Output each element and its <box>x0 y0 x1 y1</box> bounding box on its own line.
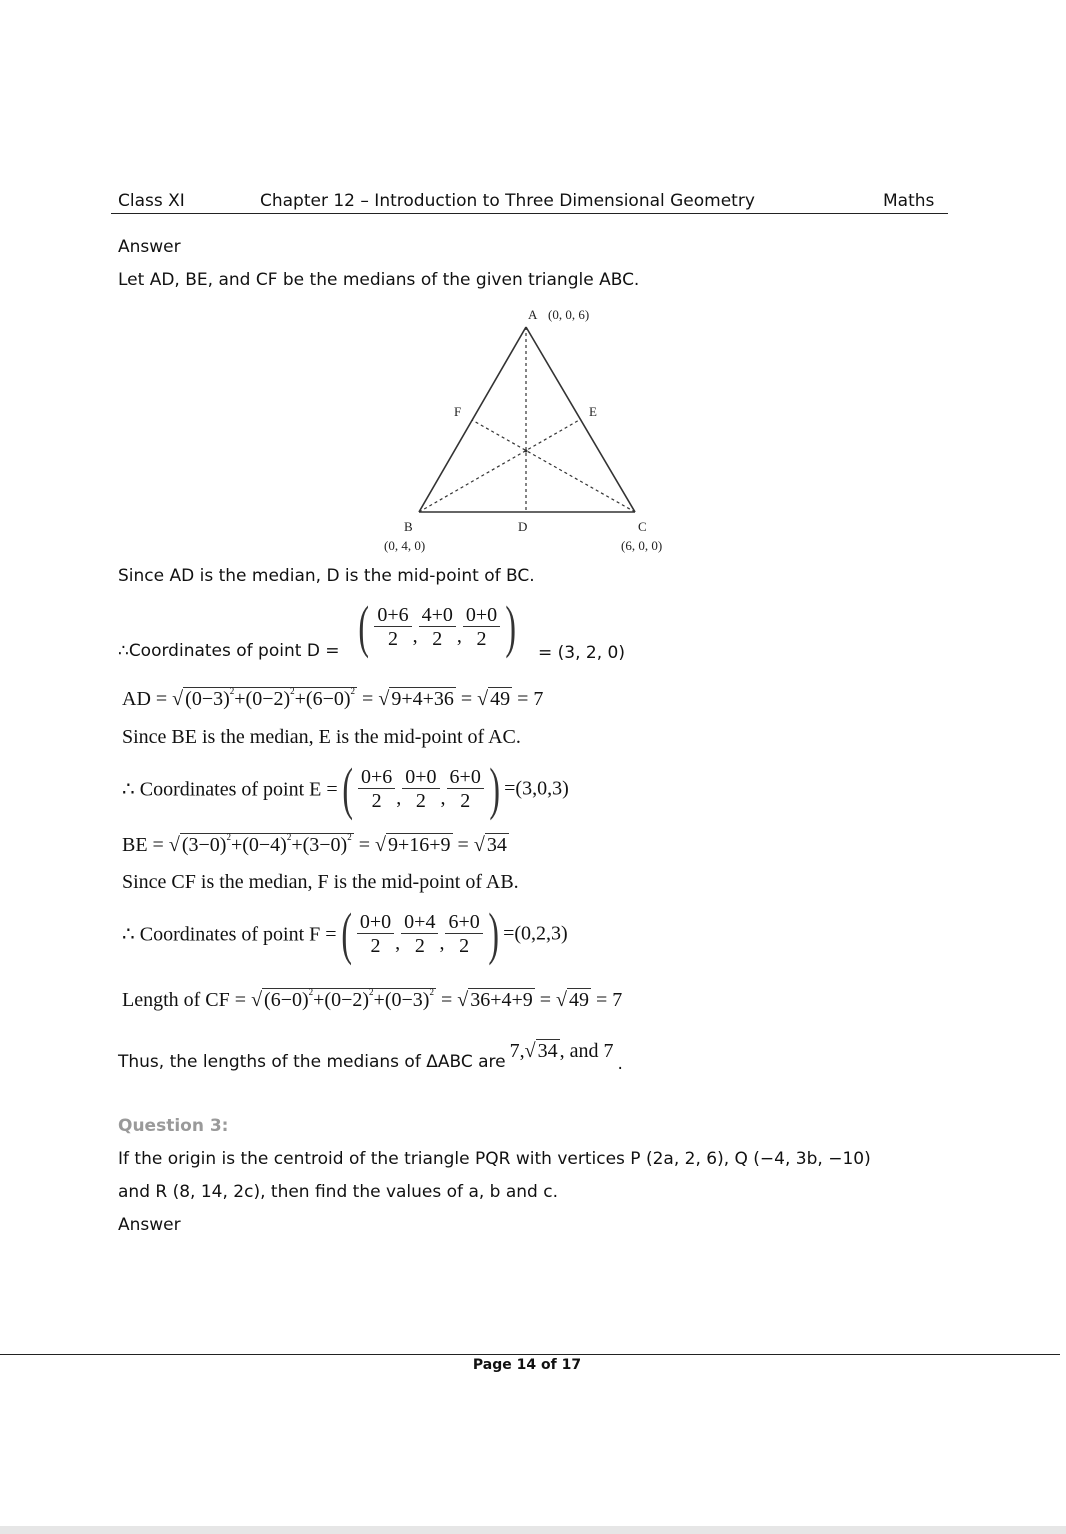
question-3-text-line2: and R (8, 14, 2c), then find the values of a, b and c. <box>118 1182 558 1202</box>
f-midpoint-statement: Since CF is the median, F is the mid-point of AB. <box>122 871 519 893</box>
svg-text:(0, 4, 0): (0, 4, 0) <box>384 538 426 553</box>
ad-length-formula: AD = √ $(0-3)^2+(0-2)^2+(6-0)^2$ = √ 9+4+36 = √ 49 = 7 <box>122 686 544 710</box>
f-coordinates-line: ∴ Coordinates of point F =( $\frac{0+0}{2}$ , $\frac{0+4}{2}$ , $\frac{6+0}{2}$ ) =(0,2,3) <box>122 901 568 966</box>
e-midpoint-statement: Since BE is the median, E is the mid-point of AC. <box>122 726 521 748</box>
header-subject: Maths <box>883 191 935 211</box>
triangle-figure <box>370 300 700 560</box>
header-class: Class XI <box>118 191 185 211</box>
question-3-answer-label: Answer <box>118 1215 181 1235</box>
header-divider <box>111 213 948 214</box>
be-length-formula: BE = √ $(3-0)^2+(0-4)^2+(3-0)^2$ = √ 9+16+9 = √ 34 <box>122 832 507 856</box>
d-coords-prefix: ∴Coordinates of point D = <box>118 641 340 661</box>
svg-text:C: C <box>638 519 647 534</box>
e-coordinates-line: ∴ Coordinates of point E =( $\frac{0+6}{2}$ , $\frac{0+0}{2}$ , $\frac{6+0}{2}$ ) =(3,0,3) <box>122 756 569 821</box>
svg-text:(6, 0, 0): (6, 0, 0) <box>621 538 663 553</box>
svg-text:A: A <box>528 307 538 322</box>
svg-text:B: B <box>404 519 413 534</box>
d-midpoint-statement: Since AD is the median, D is the mid-point of BC. <box>118 566 535 586</box>
question-3-heading: Question 3: <box>118 1116 229 1136</box>
svg-text:E: E <box>589 404 597 419</box>
svg-text:F: F <box>454 404 462 419</box>
triangle-diagram-icon <box>370 300 700 560</box>
svg-text:(0, 0, 6): (0, 0, 6) <box>548 307 590 322</box>
viewer-bottom-strip <box>0 1526 1066 1534</box>
header-chapter-title: Chapter 12 – Introduction to Three Dimensional Geometry <box>260 191 755 211</box>
cf-length-formula: Length of CF = √ $(6-0)^2+(0-2)^2+(0-3)^2$ = √ 36+4+9 = √ 49 = 7 <box>122 987 623 1011</box>
svg-text:D: D <box>518 519 528 534</box>
d-coords-result: = (3, 2, 0) <box>538 643 625 663</box>
conclusion-text: Thus, the lengths of the medians of ΔABC are <box>118 1052 506 1072</box>
question-3-text-line1: If the origin is the centroid of the triangle PQR with vertices P (2a, 2, 6), Q (−4, 3b, −10) <box>118 1149 871 1169</box>
intro-text: Let AD, BE, and CF be the medians of the given triangle ABC. <box>118 270 640 290</box>
footer-divider <box>0 1354 1060 1355</box>
conclusion-values: 7,√ 34 , and 7 <box>509 1040 614 1062</box>
conclusion-line: Thus, the lengths of the medians of ΔABC are 7,√ 34 , and 7 . <box>118 1040 623 1074</box>
page-number: Page 14 of 17 <box>472 1357 582 1373</box>
answer-label: Answer <box>118 237 181 257</box>
d-coords-fraction: ( $\frac{0+6}{2}$ , $\frac{4+0}{2}$ , $\frac{0+0}{2}$ ) <box>358 594 517 659</box>
